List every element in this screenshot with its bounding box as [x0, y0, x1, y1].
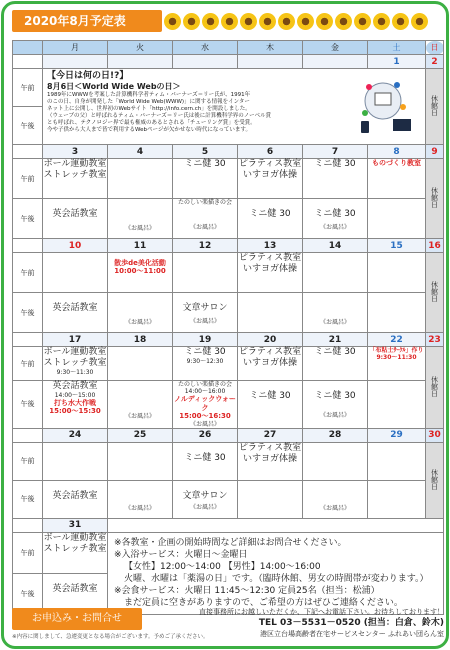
bath-note: 《お風呂》 — [189, 503, 220, 511]
date-row — [13, 239, 444, 253]
event-cell — [43, 442, 108, 480]
event-text: ミニ健 30 — [184, 347, 226, 357]
sunflower-icon — [164, 13, 181, 30]
sunflower-icon — [392, 13, 409, 30]
topic-line: ネット上に公開し、世界初のWebサイト「http://info.cern.ch」を開設しました。 — [47, 106, 251, 112]
event-text: 英会話教室 — [52, 209, 98, 219]
event-text: ミニ健 30 — [314, 209, 356, 219]
am-row — [13, 347, 444, 381]
event-cell — [303, 480, 368, 518]
bath-note: 《お風呂》 — [319, 319, 350, 326]
am-label: 午前 — [13, 69, 43, 107]
date-cell — [173, 55, 238, 69]
event-cell — [303, 293, 368, 333]
date-row — [13, 55, 444, 69]
event-text: ミニ健 30 — [314, 391, 356, 401]
date-cell — [43, 55, 108, 69]
date-cell: 18 — [108, 333, 173, 347]
date-cell: 11 — [108, 239, 173, 253]
date-row-label — [13, 145, 43, 159]
am-label: 午前 — [13, 159, 43, 199]
event-cell — [238, 381, 303, 429]
weekday-header-row — [13, 41, 444, 55]
event-cell — [368, 480, 426, 518]
note-line: ※会食サービス：火曜日 11:45～12:30 定員25名（担当：松浦） — [114, 586, 380, 597]
notes-box — [108, 532, 444, 614]
contact-tel: TEL 03－5531－0520 (担当：白倉、鈴木) — [258, 618, 444, 629]
event-cell — [108, 347, 173, 381]
pm-label: 午後 — [13, 199, 43, 239]
calendar-frame — [1, 1, 449, 649]
date-cell: 20 — [238, 333, 303, 347]
event-cell — [238, 480, 303, 518]
am-label: 午前 — [13, 347, 43, 381]
sunflower-icon — [411, 13, 428, 30]
event-text: ピラティス教室 いすヨガ体操 — [238, 159, 302, 180]
event-cell — [303, 159, 368, 199]
sunflower-icon — [354, 13, 371, 30]
pm-row — [13, 199, 444, 239]
event-cell — [173, 293, 238, 333]
sunflower-icon — [202, 13, 219, 30]
event-cell — [238, 293, 303, 333]
note-line: 【女性】12:00～14:00 【男性】14:00～16:00 — [124, 562, 321, 573]
event-text: ピラティス教室 いすヨガ体操 — [238, 253, 302, 274]
am-label: 午前 — [13, 442, 43, 480]
weekday-wed: 水 — [173, 41, 238, 55]
event-cell — [368, 159, 426, 199]
note-line: ※入浴サービス：火曜日～金曜日 — [114, 549, 248, 560]
date-row-label — [13, 518, 43, 532]
event-text: ミニ健 30 — [184, 159, 226, 169]
weekday-tue: 火 — [108, 41, 173, 55]
event-cell — [238, 199, 303, 239]
event-text: ミニ健 30 — [314, 347, 356, 357]
am-row — [13, 442, 444, 480]
event-text: ミニ健 30 — [249, 209, 291, 219]
am-row — [13, 159, 444, 199]
topic-line: とも呼ばれ、テクノロジー界で最も権威のあるとされる「チューリング賞」を受賞。 — [47, 119, 256, 126]
date-cell: 6 — [238, 145, 303, 159]
event-cell — [368, 347, 426, 381]
date-row-label — [13, 55, 43, 69]
event-cell — [303, 199, 368, 239]
event-text: ミニ健 30 — [314, 159, 356, 169]
date-cell: 27 — [238, 428, 303, 442]
event-time: 14:00～15:00 — [54, 391, 96, 399]
event-text: 「布粘土ｻｰｸﾙ」作り 9:30～11:30 — [369, 347, 424, 362]
event-cell — [108, 442, 173, 480]
event-cell — [173, 159, 238, 199]
date-cell: 17 — [43, 333, 108, 347]
corner-cell — [13, 41, 43, 55]
date-cell — [108, 55, 173, 69]
date-cell — [238, 55, 303, 69]
contact-line: 直接事務所にお越しいただくか、下記へお電話下さい。お待ちしております！ — [199, 608, 444, 616]
date-row — [13, 428, 444, 442]
event-cell — [303, 253, 368, 293]
bath-note: 《お風呂》 — [124, 225, 155, 232]
note-line: ※各教室・企画の開始時間など詳細はお問合せください。 — [114, 537, 347, 548]
date-cell: 1 — [368, 55, 426, 69]
weekday-fri: 金 — [303, 41, 368, 55]
bath-note: 《お風呂》 — [319, 411, 350, 419]
pm-label: 午後 — [13, 293, 43, 333]
sunflower-icon — [240, 13, 257, 30]
event-cell — [43, 159, 108, 199]
sunflower-icon — [278, 13, 295, 30]
bath-note: 《お風呂》 — [189, 420, 220, 428]
date-cell: 21 — [303, 333, 368, 347]
event-cell — [368, 253, 426, 293]
page-header — [12, 10, 444, 34]
event-cell — [173, 199, 238, 239]
event-cell — [43, 532, 108, 573]
date-cell: 8 — [368, 145, 426, 159]
event-text: たのしい楽描きの会 14:00～16:00 — [177, 381, 232, 396]
topic-subheading: 8月6日＜World Wide Webの日＞ — [47, 82, 181, 92]
weekday-sat: 土 — [368, 41, 426, 55]
am-row — [13, 253, 444, 293]
date-cell: 28 — [303, 428, 368, 442]
page-title: 2020年8月予定表 — [12, 10, 162, 32]
event-text: ものづくり教室 — [372, 159, 421, 167]
weekday-sun: 日 — [426, 41, 444, 55]
event-cell — [368, 381, 426, 429]
event-time: 9:30～11:30 — [56, 368, 94, 376]
event-cell — [43, 293, 108, 333]
holiday-cell: 休館日 — [426, 69, 444, 145]
topic-line: 今や子供から大人まで皆で利用するWebページが欠かせない時代になっています。 — [47, 126, 251, 133]
event-text: 散歩de美化活動 10:00～11:00 — [114, 259, 166, 276]
date-cell: 25 — [108, 428, 173, 442]
date-cell: 5 — [173, 145, 238, 159]
event-cell — [173, 381, 238, 429]
event-cell — [173, 347, 238, 381]
calendar-table — [12, 40, 444, 615]
holiday-cell: 休館日 — [426, 253, 444, 333]
pm-label: 午後 — [13, 381, 43, 429]
date-cell: 12 — [173, 239, 238, 253]
event-cell — [43, 253, 108, 293]
pm-row — [13, 293, 444, 333]
bath-note: 《お風呂》 — [124, 413, 155, 420]
event-text: 英会話教室 — [52, 303, 98, 313]
date-row — [13, 333, 444, 347]
holiday-cell: 休館日 — [426, 159, 444, 239]
event-cell — [238, 347, 303, 381]
event-cell — [43, 480, 108, 518]
event-text: ボール運動教室 ストレッチ教室 — [43, 347, 107, 368]
bath-note: 《お風呂》 — [124, 504, 155, 512]
date-cell: 31 — [43, 518, 108, 532]
event-cell — [238, 159, 303, 199]
am-row — [13, 532, 444, 573]
event-cell — [173, 442, 238, 480]
bath-note: 《お風呂》 — [319, 223, 350, 231]
date-row-label — [13, 333, 43, 347]
event-cell — [108, 480, 173, 518]
event-text: 英会話教室 — [52, 583, 98, 594]
note-line: まだ定員に空きがありますので、ご希望の方はぜひご連絡ください。 — [124, 598, 403, 609]
bath-note: 《お風呂》 — [189, 317, 220, 325]
event-cell — [368, 442, 426, 480]
am-label: 午前 — [13, 253, 43, 293]
event-text: 打ち水大作戦 15:00～15:30 — [49, 398, 101, 416]
event-cell — [43, 381, 108, 429]
event-text: ミニ健 30 — [249, 391, 291, 401]
sunflower-icon — [183, 13, 200, 30]
event-text: ピラティス教室 いすヨガ体操 — [238, 442, 302, 464]
date-cell: 19 — [173, 333, 238, 347]
event-text: ピラティス教室 いすヨガ体操 — [238, 347, 302, 368]
event-cell — [238, 442, 303, 480]
event-text: 英会話教室 — [52, 381, 98, 391]
event-text: 文章サロン — [182, 490, 228, 501]
topic-box — [43, 69, 426, 145]
sunflower-icon — [221, 13, 238, 30]
date-cell: 3 — [43, 145, 108, 159]
date-row — [13, 518, 444, 532]
pm-row — [13, 381, 444, 429]
event-cell — [108, 199, 173, 239]
event-cell — [43, 347, 108, 381]
pm-row — [13, 480, 444, 518]
sunflower-icon — [373, 13, 390, 30]
am-row — [13, 69, 444, 107]
event-text: 英会話教室 — [52, 490, 98, 501]
event-cell — [108, 253, 173, 293]
pm-label: 午後 — [13, 480, 43, 518]
date-cell: 30 — [426, 428, 444, 442]
bath-note: 《お風呂》 — [319, 504, 350, 512]
date-row-label — [13, 239, 43, 253]
topic-line: のこの日、自身が開発した「World Wide Web(WWW)」に関する情報をインター — [47, 99, 250, 106]
sunflower-icon — [316, 13, 333, 30]
note-line: 火曜、水曜は「薬湯の日」です。（臨時休館、男女の時間帯が変わります。） — [124, 574, 429, 585]
event-text: 文章サロン — [182, 303, 228, 313]
date-cell: 16 — [426, 239, 444, 253]
event-cell — [303, 442, 368, 480]
event-cell — [173, 480, 238, 518]
date-cell: 10 — [43, 239, 108, 253]
event-cell — [303, 381, 368, 429]
event-text: たのしい楽描きの会 — [177, 199, 232, 206]
event-time: 9:30～12:30 — [186, 357, 224, 365]
sunflower-icon — [259, 13, 276, 30]
event-cell — [368, 199, 426, 239]
am-label: 午前 — [13, 532, 43, 573]
bath-note: 《お風呂》 — [124, 319, 155, 326]
topic-heading: 【今日は何の日!?】 — [47, 71, 129, 81]
event-cell — [303, 347, 368, 381]
weekday-thu: 木 — [238, 41, 303, 55]
date-cell: 13 — [238, 239, 303, 253]
date-cell-empty — [108, 518, 444, 532]
date-cell: 9 — [426, 145, 444, 159]
event-cell — [173, 253, 238, 293]
date-cell: 26 — [173, 428, 238, 442]
topic-line: （ウェーブの父）と呼ばれるティム・バーナーズ＝リー氏は後に計算機科学界のノーベル賞 — [47, 112, 272, 119]
date-cell: 15 — [368, 239, 426, 253]
date-cell: 23 — [426, 333, 444, 347]
date-cell: 14 — [303, 239, 368, 253]
date-cell: 29 — [368, 428, 426, 442]
event-cell — [368, 293, 426, 333]
pm-label: 午後 — [13, 573, 43, 614]
event-text: ミニ健 30 — [184, 452, 226, 463]
sunflower-decoration — [164, 10, 444, 32]
date-row — [13, 145, 444, 159]
pm-label: 午後 — [13, 107, 43, 145]
date-cell: 4 — [108, 145, 173, 159]
event-cell — [43, 199, 108, 239]
disclaimer: ※内容に関しまして、急遽変更となる場合がございます。予めご了承ください。 — [12, 634, 209, 640]
date-row-label — [13, 428, 43, 442]
event-text: ボール運動教室 ストレッチ教室 — [43, 159, 107, 180]
event-text: ノルディックウォーク 15:00～16:30 — [174, 395, 236, 421]
date-cell — [303, 55, 368, 69]
web-illustration-icon — [353, 75, 419, 135]
holiday-cell: 休館日 — [426, 442, 444, 518]
sunflower-icon — [297, 13, 314, 30]
event-text: ボール運動教室 ストレッチ教室 — [43, 532, 107, 554]
bath-note: 《お風呂》 — [189, 224, 220, 232]
event-cell — [108, 293, 173, 333]
sunflower-icon — [335, 13, 352, 30]
date-cell: 7 — [303, 145, 368, 159]
footer — [12, 608, 444, 638]
event-cell — [238, 253, 303, 293]
topic-line: 1989年にWWWを考案した計算機科学者ティム・バーナーズ＝リー氏が、1991年 — [47, 92, 251, 99]
apply-contact-banner: お申込み・お問合せ — [12, 608, 142, 630]
date-cell: 22 — [368, 333, 426, 347]
weekday-mon: 月 — [43, 41, 108, 55]
date-cell: 2 — [426, 55, 444, 69]
event-cell — [108, 381, 173, 429]
holiday-cell: 休館日 — [426, 347, 444, 429]
event-cell — [108, 159, 173, 199]
date-cell: 24 — [43, 428, 108, 442]
contact-place: 港区立台場高齢者在宅サービスセンター ふれあい団らん室 — [260, 629, 444, 638]
